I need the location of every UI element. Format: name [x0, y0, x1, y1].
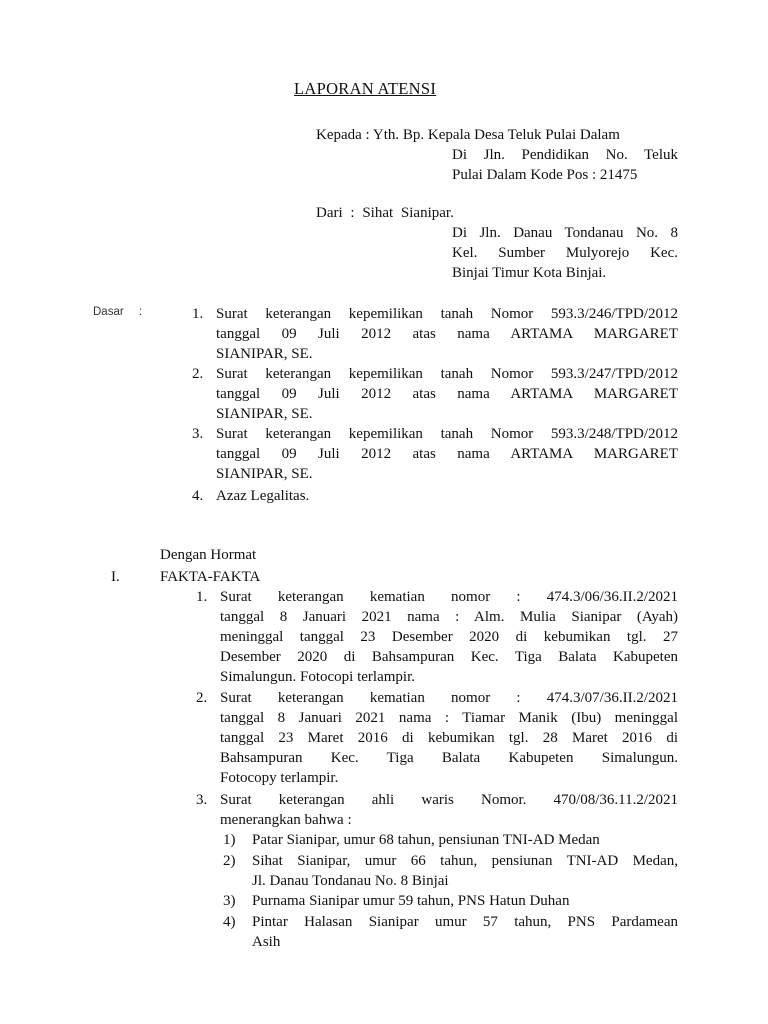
dasar-item-line: tanggal 09 Juli 2012 atas nama ARTAMA MARGARET — [216, 446, 678, 462]
greeting: Dengan Hormat — [160, 547, 257, 563]
dasar-item-line: Azaz Legalitas. — [216, 488, 310, 504]
dasar-label: Dasar — [93, 306, 124, 318]
fakta-item-line: meninggal tanggal 23 Desember 2020 di kebumikan tgl. 27 — [220, 629, 678, 645]
dasar-item-number: 2. — [192, 366, 204, 382]
section-title: FAKTA-FAKTA — [160, 569, 261, 585]
fakta-item-line: Fotocopy terlampir. — [220, 770, 339, 786]
dari-line-2: Di Jln. Danau Tondanau No. 8 — [452, 225, 678, 241]
dasar-item-line: SIANIPAR, SE. — [216, 466, 313, 482]
dasar-item-number: 4. — [192, 488, 204, 504]
dasar-item-number: 3. — [192, 426, 204, 442]
fakta-item-line: Surat keterangan kematian nomor : 474.3/06/36.II.2/2021 — [220, 589, 678, 605]
fakta-item-line: tanggal 23 Maret 2016 di kebumikan tgl. 28 Maret 2016 di — [220, 730, 678, 746]
heir-item-number: 4) — [223, 914, 236, 930]
heir-item-line: Purnama Sianipar umur 59 tahun, PNS Hatun Duhan — [252, 893, 570, 909]
heir-item-number: 2) — [223, 853, 236, 869]
dasar-item-line: Surat keterangan kepemilikan tanah Nomor 593.3/248/TPD/2012 — [216, 426, 678, 442]
kepada-line-1: Kepada : Yth. Bp. Kepala Desa Teluk Pulai Dalam — [316, 127, 620, 143]
dari-line-1: Dari : Sihat Sianipar. — [316, 205, 454, 221]
fakta-item-number: 3. — [196, 792, 208, 808]
dasar-item-line: tanggal 09 Juli 2012 atas nama ARTAMA MARGARET — [216, 326, 678, 342]
fakta-item-line: tanggal 8 Januari 2021 nama : Alm. Mulia Sianipar (Ayah) — [220, 609, 678, 625]
dari-line-4: Binjai Timur Kota Binjai. — [452, 265, 607, 281]
fakta-item-number: 1. — [196, 589, 208, 605]
dasar-item-line: Surat keterangan kepemilikan tanah Nomor 593.3/247/TPD/2012 — [216, 366, 678, 382]
fakta-item-line: Surat keterangan kematian nomor : 474.3/07/36.II.2/2021 — [220, 690, 678, 706]
document-title: LAPORAN ATENSI — [294, 79, 437, 98]
fakta-item-line: Simalungun. Fotocopi terlampir. — [220, 669, 415, 685]
kepada-line-3: Pulai Dalam Kode Pos : 21475 — [452, 167, 638, 183]
heir-item-line: Asih — [252, 934, 281, 950]
section-number: I. — [111, 569, 120, 585]
fakta-item-line: Surat keterangan ahli waris Nomor. 470/08/36.11.2/2021 — [220, 792, 678, 808]
heir-item-line: Jl. Danau Tondanau No. 8 Binjai — [252, 873, 449, 889]
dasar-item-number: 1. — [192, 306, 204, 322]
dasar-item-line: SIANIPAR, SE. — [216, 346, 313, 362]
dasar-item-line: tanggal 09 Juli 2012 atas nama ARTAMA MARGARET — [216, 386, 678, 402]
fakta-item-line: tanggal 8 Januari 2021 nama : Tiamar Manik (Ibu) meninggal — [220, 710, 678, 726]
dasar-colon: : — [139, 306, 143, 318]
fakta-item-line: menerangkan bahwa : — [220, 812, 352, 828]
dasar-item-line: SIANIPAR, SE. — [216, 406, 313, 422]
fakta-item-line: Desember 2020 di Bahsampuran Kec. Tiga Balata Kabupeten — [220, 649, 678, 665]
kepada-line-2: Di Jln. Pendidikan No. Teluk — [452, 147, 678, 163]
dasar-item-line: Surat keterangan kepemilikan tanah Nomor 593.3/246/TPD/2012 — [216, 306, 678, 322]
fakta-item-number: 2. — [196, 690, 208, 706]
heir-item-line: Sihat Sianipar, umur 66 tahun, pensiunan TNI-AD Medan, — [252, 853, 678, 869]
heir-item-line: Patar Sianipar, umur 68 tahun, pensiunan TNI-AD Medan — [252, 832, 600, 848]
heir-item-number: 1) — [223, 832, 236, 848]
heir-item-line: Pintar Halasan Sianipar umur 57 tahun, PNS Pardamean — [252, 914, 678, 930]
dari-line-3: Kel. Sumber Mulyorejo Kec. — [452, 245, 678, 261]
heir-item-number: 3) — [223, 893, 236, 909]
fakta-item-line: Bahsampuran Kec. Tiga Balata Kabupeten Simalungun. — [220, 750, 678, 766]
